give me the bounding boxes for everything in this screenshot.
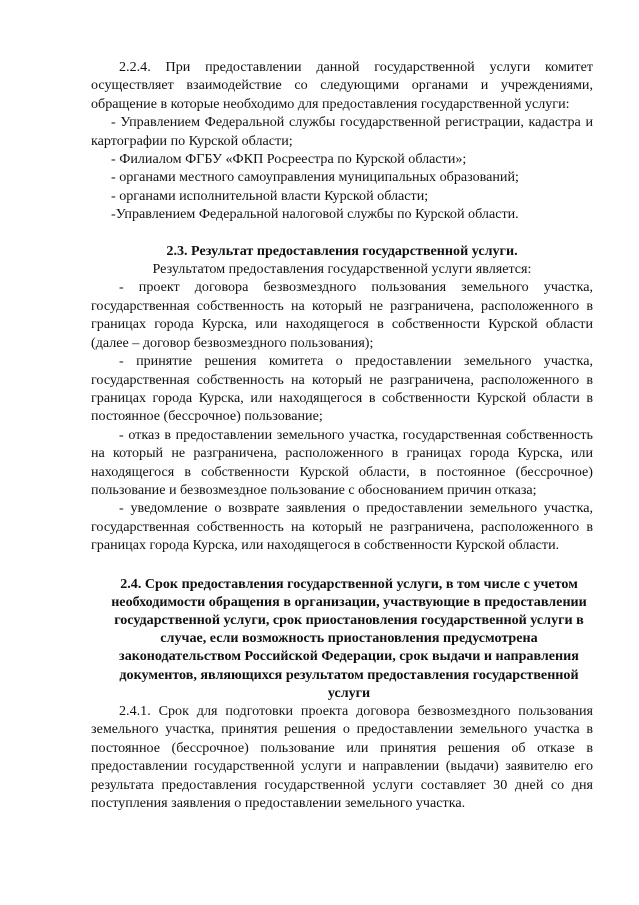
list-item: - принятие решения комитета о предоставлении земельного участка, государственная собственность на который не разграничена, расположенного в границах города Курска, или находящегося в собственности Курской области в постоянное (бессрочное) пользование; bbox=[91, 353, 593, 425]
list-item: - органами исполнительной власти Курской области; bbox=[111, 187, 429, 204]
section-heading-2-3: 2.3. Результат предоставления государственной услуги. bbox=[166, 242, 518, 259]
bodies-list bbox=[91, 113, 593, 223]
paragraph-2-4-1: 2.4.1. Срок для подготовки проекта договора безвозмездного пользования земельного участка, принятия решения о предоставлении земельного участка в постоянное (бессрочное) пользование или принятия решения об отказе в предоставлении государственной услуги и направлении (выдачи) заявителю его результата предоставления государственной услуги составляет 30 дней со дня поступления заявления о предоставлении земельного участка. bbox=[91, 702, 593, 812]
results-list bbox=[91, 278, 593, 554]
list-item: - уведомление о возврате заявления о предоставлении земельного участка, государственная собственность на который не разграничена, расположенного в границах города Курска, или находящегося в собственности Курской области. bbox=[91, 500, 593, 554]
result-intro: Результатом предоставления государственной услуги является: bbox=[152, 261, 532, 278]
list-item: - Управлением Федеральной службы государственной регистрации, кадастра и картографии по Курской области; bbox=[91, 114, 593, 149]
section-heading-2-4: 2.4. Срок предоставления государственной услуги, в том числе с учетом необходимости обращения в организации, участвующие в предоставлении государственной услуги, срок приостановления государственной услуги в случае, если возможность приостановления предусмотрена законодательством Российской Федерации, срок выдачи и направления документов, являющихся результатом предоставления государственной услуги bbox=[111, 575, 587, 701]
list-item: - проект договора безвозмездного пользования земельного участка, государственная собственность на который не разграничена, расположенного в границах города Курска, или находящегося в собственности Курской области (далее – договор безвозмездного пользования); bbox=[91, 279, 593, 351]
list-item: - Филиалом ФГБУ «ФКП Росреестра по Курской области»; bbox=[111, 151, 467, 168]
list-item: - отказ в предоставлении земельного участка, государственная собственность на который не разграничена, расположенного в границах города Курска, или находящегося в собственности Курской области, в постоянное (бессрочное) пользование и безвозмездное пользование с обоснованием причин отказа; bbox=[91, 426, 593, 498]
list-item: - органами местного самоуправления муниципальных образований; bbox=[111, 169, 519, 186]
paragraph-2-2-4: 2.2.4. При предоставлении данной государственной услуги комитет осуществляет взаимодействие со следующими органами и учреждениями, обращение в которые необходимо для предоставления государственной услуги: bbox=[91, 59, 593, 112]
list-item: -Управлением Федеральной налоговой службы по Курской области. bbox=[111, 206, 519, 223]
